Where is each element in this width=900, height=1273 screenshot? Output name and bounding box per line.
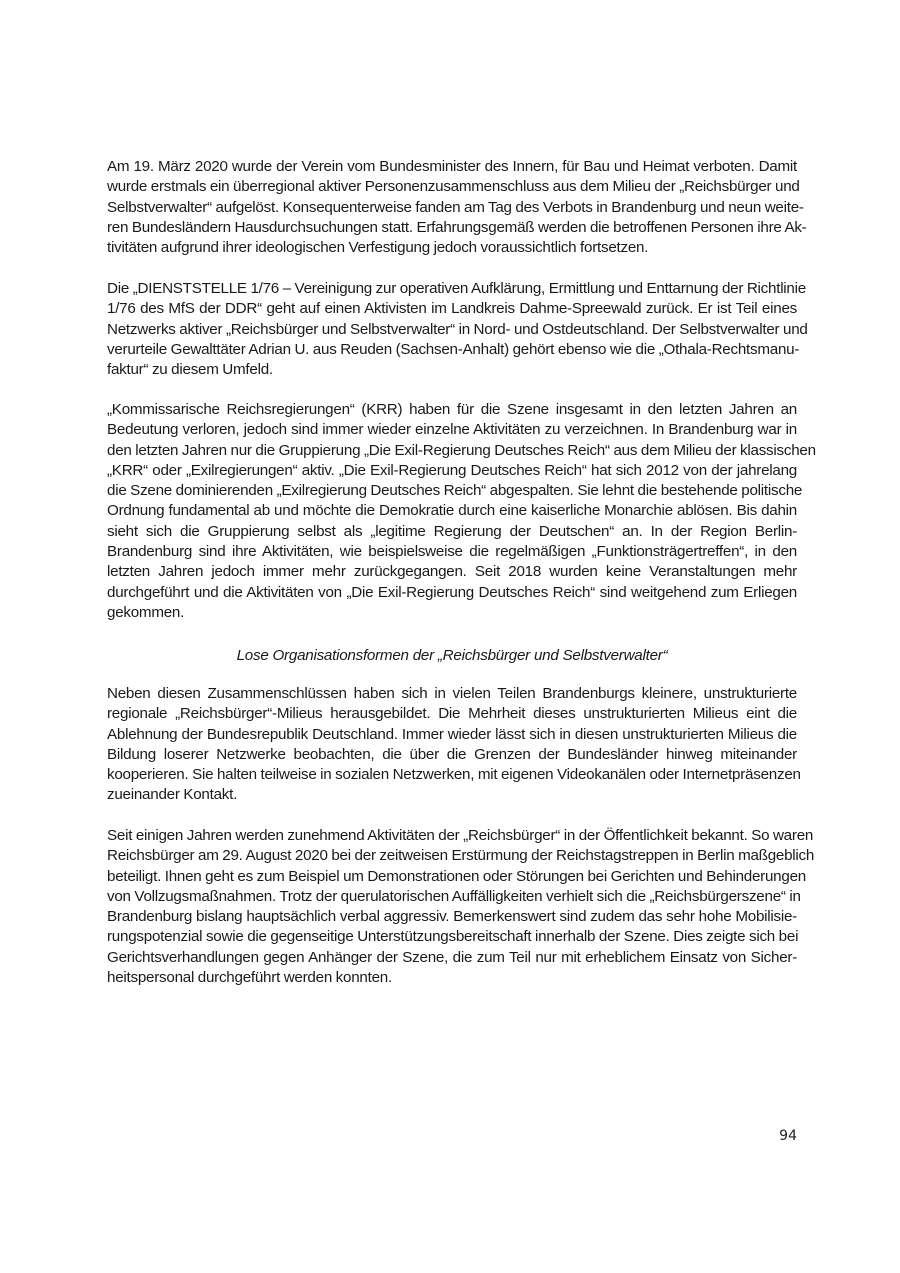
text-line: faktur“ zu diesem Umfeld.	[107, 361, 273, 379]
text-line: durchgeführt und die Aktivitäten von „Die Exil-Regierung Deutsches Reich“ sind weitgehend zum Erliegen	[107, 583, 797, 601]
text-line: die Szene dominierenden „Exilregierung Deutsches Reich“ abgespalten. Sie lehnt die bestehende politische	[107, 482, 803, 500]
text-line: den letzten Jahren nur die Gruppierung „Die Exil-Regierung Deutsches Reich“ aus dem Milieu der klassischen	[107, 441, 816, 459]
text-line: gekommen.	[107, 603, 185, 621]
text-line: Brandenburg bislang hauptsächlich verbal aggressiv. Bemerkenswert sind zudem das sehr hohe Mobilisie-	[107, 908, 797, 926]
text-line: rungspotenzial sowie die gegenseitige Unterstützungsbereitschaft innerhalb der Szene. Dies zeigte sich bei	[107, 928, 799, 946]
text-line: Selbstverwalter“ aufgelöst. Konsequenterweise fanden am Tag des Verbots in Brandenburg und neun weite-	[107, 198, 804, 216]
text-line: Gerichtsverhandlungen gegen Anhänger der Szene, die zum Teil nur mit erheblichem Einsatz von Sicher-	[107, 948, 797, 966]
text-line: wurde erstmals ein überregional aktiver Personenzusammenschluss aus dem Milieu der „Reichsbürger und	[107, 178, 800, 196]
text-line: heitspersonal durchgeführt werden konnten.	[107, 969, 392, 987]
paragraph-dienststelle	[107, 279, 808, 380]
text-line: kooperieren. Sie halten teilweise in sozialen Netzwerken, mit eigenen Videokanälen oder Internetpräsenzen	[107, 766, 801, 784]
text-line: Netzwerks aktiver „Reichsbürger und Selbstverwalter“ in Nord- und Ostdeutschland. Der Selbstverwalter und	[107, 320, 808, 338]
text-line: Seit einigen Jahren werden zunehmend Aktivitäten der „Reichsbürger“ in der Öffentlichkeit bekannt. So waren	[107, 827, 814, 844]
text-line: beteiligt. Ihnen geht es zum Beispiel um Demonstrationen oder Störungen bei Gerichten und Behinderungen	[107, 867, 806, 885]
paragraph-milieus	[107, 684, 801, 806]
text-line: zueinander Kontakt.	[107, 786, 238, 804]
text-line: Reichsbürger am 29. August 2020 bei der zeitweisen Erstürmung der Reichstagstreppen in Berlin maßgeblich	[107, 847, 815, 865]
text-line: „KRR“ oder „Exilregierungen“ aktiv. „Die Exil-Regierung Deutsches Reich“ hat sich 2012 von der jahrelang	[107, 461, 797, 479]
text-line: regionale „Reichsbürger“-Milieus herausgebildet. Die Mehrheit dieses unstrukturierten Milieus eint die	[107, 705, 797, 723]
text-line: sieht sich die Gruppierung selbst als „legitime Regierung der Deutschen“ an. In der Region Berlin-	[107, 522, 797, 540]
text-line: verurteile Gewalttäter Adrian U. aus Reuden (Sachsen-Anhalt) gehört ebenso wie die „Othala-Rechtsmanu-	[107, 340, 800, 358]
text-line: Die „DIENSTSTELLE 1/76 – Vereinigung zur operativen Aufklärung, Ermittlung und Enttarnung der Richtlinie	[107, 280, 806, 297]
text-line: Bedeutung verloren, jedoch sind immer wieder einzelne Aktivitäten zu verzeichnen. In Brandenburg war in	[107, 421, 797, 439]
text-line: von Vollzugsmaßnahmen. Trotz der querulatorischen Auffälligkeiten verhielt sich die „Reichsbürgerszene“ in	[107, 887, 801, 905]
paragraph-aktivitaeten	[107, 826, 815, 988]
text-line: Neben diesen Zusammenschlüssen haben sich in vielen Teilen Brandenburgs kleinere, unstrukturierte	[107, 685, 797, 702]
paragraph-verbot	[107, 157, 807, 258]
text-line: Ordnung fundamental ab und möchte die Demokratie durch eine kaiserliche Monarchie ablösen. Bis dahin	[107, 502, 797, 520]
text-line: 1/76 des MfS der DDR“ geht auf einen Aktivisten im Landkreis Dahme-Spreewald zurück. Er ist Teil eines	[107, 300, 797, 318]
paragraph-krr	[107, 400, 816, 623]
text-line: ren Bundesländern Hausdurchsuchungen statt. Erfahrungsgemäß werden die betroffenen Personen ihre Ak-	[107, 218, 807, 236]
text-line: Brandenburg sind ihre Aktivitäten, wie beispielsweise die regelmäßigen „Funktionsträgertreffen“, in den	[107, 543, 797, 561]
text-line: letzten Jahren jedoch immer mehr zurückgegangen. Seit 2018 wurden keine Veranstaltungen mehr	[107, 563, 797, 581]
page-number: 94	[779, 1128, 797, 1144]
section-heading: Lose Organisationsformen der „Reichsbürger und Selbstverwalter“	[236, 647, 668, 664]
text-line: tivitäten aufgrund ihrer ideologischen Verfestigung jedoch voraussichtlich fortsetzen.	[107, 239, 649, 257]
text-line: „Kommissarische Reichsregierungen“ (KRR) haben für die Szene insgesamt in den letzten Jahren an	[107, 401, 797, 418]
text-line: Bildung loserer Netzwerke beobachten, die über die Grenzen der Bundesländer hinweg miteinander	[107, 745, 797, 763]
text-line: Am 19. März 2020 wurde der Verein vom Bundesminister des Innern, für Bau und Heimat verboten. Damit	[107, 158, 797, 175]
text-line: Ablehnung der Bundesrepublik Deutschland. Immer wieder lässt sich in diesen unstrukturierten Milieus die	[107, 725, 797, 743]
